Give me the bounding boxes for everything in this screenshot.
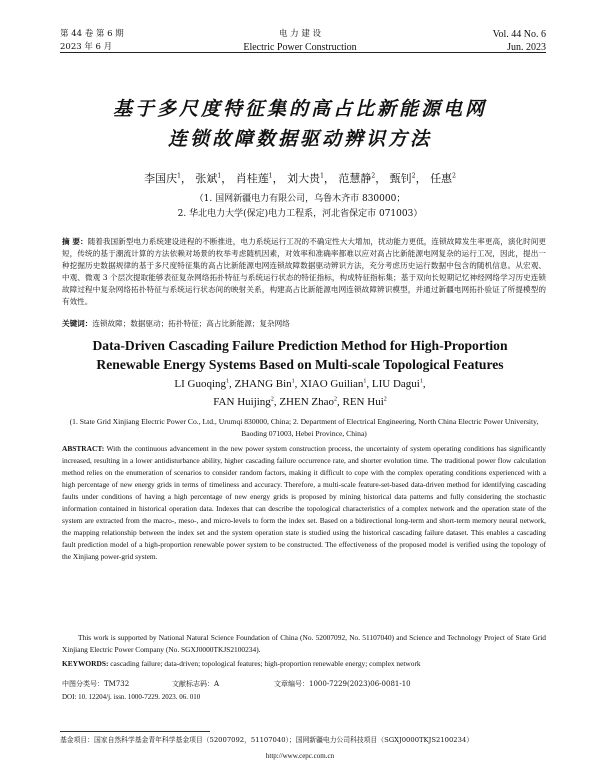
en-author: FAN Huijing <box>213 396 271 408</box>
cn-author: 范慧静 <box>338 172 372 185</box>
en-title-line1: Data-Driven Cascading Failure Prediction Method for High-Proportion <box>92 338 508 353</box>
en-abstract-label: ABSTRACT: <box>62 444 105 453</box>
header-date-en: Jun. 2023 <box>507 42 546 53</box>
en-author: ZHEN Zhao <box>279 396 334 408</box>
cn-author: 任惠 <box>430 172 453 185</box>
en-abstract <box>62 443 546 563</box>
cn-abstract-label: 摘 要： <box>62 237 88 246</box>
en-author: LI Guoqing <box>174 378 227 390</box>
cn-author: 张斌 <box>195 172 218 185</box>
cn-author: 李国庆 <box>144 172 178 185</box>
en-affiliation: (1. State Grid Xinjiang Electric Power Co., Ltd., Urumqi 830000, China; 2. Department of Electrical Engineering, North China Electric Power University, Baoding 071003, Hebei Province, China) <box>69 417 539 438</box>
en-title-line2: Renewable Energy Systems Based on Multi-scale Topological Features <box>96 357 504 372</box>
en-keywords-text: cascading failure; data-driven; topological features; high-proportion renewable energy; complex network <box>110 659 421 668</box>
header-rule <box>60 52 546 53</box>
en-author: LIU Dagui <box>371 378 420 390</box>
en-author: ZHANG Bin <box>234 378 292 390</box>
cn-affiliation-2: 2. 华北电力大学(保定)电力工程系，河北省保定市 071003） <box>177 209 423 219</box>
cn-keywords-text: 连锁故障；数据驱动；拓扑特征；高占比新能源；复杂网络 <box>92 319 290 328</box>
cn-title-line1: 基于多尺度特征集的高占比新能源电网 <box>112 98 487 120</box>
cn-authors: 李国庆$^1$， 张斌$^1$， 肖桂莲$^1$， 刘大贵$^1$， 范慧静$^2$， 甄钊$^2$， 任惠$^2$ <box>144 172 456 185</box>
cn-author: 刘大贵 <box>287 172 321 185</box>
cn-affiliation-1: （1. 国网新疆电力有限公司，乌鲁木齐市 830000； <box>194 194 406 204</box>
cn-keywords-label: 关键词： <box>62 319 93 328</box>
cn-keywords <box>62 318 546 330</box>
header-journal-cn: 电 力 建 设 <box>278 29 322 39</box>
cn-author: 甄钊 <box>389 172 412 185</box>
en-author: XIAO Guilian <box>300 378 364 390</box>
cn-author: 肖桂莲 <box>235 172 269 185</box>
footnote-rule <box>60 731 210 732</box>
en-funding: This work is supported by National Natural Science Foundation of China (No. 52007092, No. 51107040) and Science and Technology Project of State Grid Xinjiang Electric Power Company (No. SGXJ0000TKJS2100234). <box>62 633 546 654</box>
en-abstract-text: With the continuous advancement in the new power system construction process, the uncertainty of system operating conditions has significantly increased, resulting in a lower antidisturbance ability, higher cascading failure occurrence rate, and shorter evolution time. The traditional power flow calculation method relies on the enumeration of scenarios to consider random factors, making it difficult to cope with the complex operating conditions experienced with a high percentage of new energy grids in terms of timeliness and accuracy. Therefore, a multi-scale feature-set-based data-driven method for identifying cascading faults under conditions of having a high percentage of new energy grids is proposed by mining historical data patterns and fully considering the stochastic information contained in historical operation data. Indexes that can describe the topological characteristics of a complex network and the operation state of the system are extracted from the macro-, meso-, and micro-levels to form the index set. Based on a bidirectional long-term and short-term memory neural network, the mapping relationship between the index set and the system operation state is studied using the historical cascading failure dataset. This enables a cascading fault prediction model of a high-proportion renewable power system to be constructed. The effectiveness of the proposed model is verified using the topology of the Xinjiang power-grid system. <box>62 444 546 561</box>
header-volume-en: Vol. 44 No. 6 <box>492 29 546 40</box>
cn-title-line2: 连锁故障数据驱动辨识方法 <box>167 128 432 150</box>
cn-abstract <box>62 236 546 307</box>
journal-url: http://www.cepc.com.cn <box>265 752 335 760</box>
en-keywords-label: KEYWORDS: <box>62 659 109 668</box>
header-journal-en: Electric Power Construction <box>243 42 357 53</box>
en-author: REN Hui <box>342 396 384 408</box>
en-authors-line2: FAN Huijing$^2$, ZHEN Zhao$^2$, REN Hui$^2$ <box>213 396 387 408</box>
cn-abstract-text: 随着我国新型电力系统建设进程的不断推进，电力系统运行工况的不确定性大大增加，扰动能力更低，连锁故障发生率更高，演化时间更短，传统的基于潮流计算的方法依赖对场景的枚举考虑随机因素，对效率和准确率都难以应对高占比新能源电网复杂的运行工况，因此，提出一种挖掘历史数据规律的基于多尺度特征集的高占比新能源电网连锁故障数据驱动辨识方法，充分考虑历史运行数据中包含的随机信息。从宏观、中观、微观 3 个层次提取能够表征复杂网络拓扑特征与系统运行状态的特征指标，构成特征指标集；基于双向长短期记忆神经网络学习历史连锁故障过程中复杂网络拓扑特征与系统运行状态间的映射关系，构建高占比新能源电网连锁故障辨识模型，并通过新疆电网拓扑验证了所提模型的有效性。 <box>62 237 546 306</box>
article-number: 文章编号：1000-7229(2023)06-0081-10 <box>274 680 411 688</box>
funding-footnote: 基金项目：国家自然科学基金青年科学基金项目（52007092，51107040）；国网新疆电力公司科技项目（SGXJ0000TKJS2100234） <box>60 736 474 744</box>
doi: DOI: 10. 12204/j. issn. 1000-7229. 2023. 06. 010 <box>62 693 201 701</box>
clc-number: 中图分类号：TM732 <box>62 680 130 688</box>
header-volume-cn: 第 44 卷 第 6 期 <box>60 29 124 39</box>
en-authors-line1: LI Guoqing$^1$, ZHANG Bin$^1$, XIAO Guilian$^1$, LIU Dagui$^1$, <box>174 378 426 390</box>
header-date-cn: 2023 年 6 月 <box>60 42 113 52</box>
document-code: 文献标志码：A <box>172 680 220 688</box>
en-keywords <box>62 658 546 670</box>
